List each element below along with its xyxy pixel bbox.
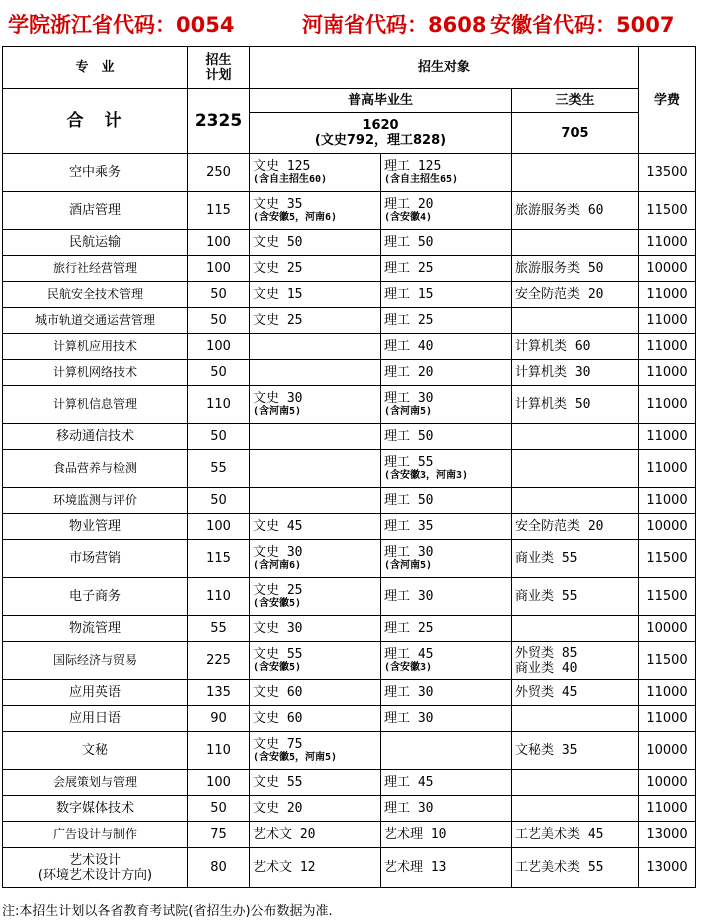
ligong-quota: 理工 30 — [381, 578, 512, 616]
tuition-fee: 11000 — [639, 706, 696, 732]
major-name: 会展策划与管理 — [3, 770, 188, 796]
tuition-fee: 13500 — [639, 154, 696, 192]
ligong-quota: 理工 45 (含安徽3) — [381, 642, 512, 680]
major-name: 城市轨道交通运营管理 — [3, 308, 188, 334]
wenshi-quota: 文史 30 (含河南6) — [250, 540, 381, 578]
third-category-quota: 工艺美术类 45 — [512, 822, 639, 848]
table-row — [3, 578, 696, 616]
ligong-quota: 理工 50 — [381, 230, 512, 256]
target-header: 招生对象 — [250, 47, 639, 89]
third-total: 705 — [512, 113, 639, 154]
table-row — [3, 488, 696, 514]
third-category-quota: 计算机类 50 — [512, 386, 639, 424]
ligong-quota: 理工 25 — [381, 256, 512, 282]
third-category-quota: 外贸类 85 商业类 40 — [512, 642, 639, 680]
footnote: 注:本招生计划以各省教育考试院(省招生办)公布数据为准. — [2, 904, 333, 919]
wenshi-quota: 文史 20 — [250, 796, 381, 822]
plan-count: 110 — [188, 578, 250, 616]
major-name: 环境监测与评价 — [3, 488, 188, 514]
tuition-fee: 11000 — [639, 230, 696, 256]
tuition-fee: 11000 — [639, 360, 696, 386]
header-row-1 — [3, 47, 696, 89]
wenshi-quota: 文史 55 — [250, 770, 381, 796]
wenshi-quota: 文史 35 (含安徽5，河南6) — [250, 192, 381, 230]
wenshi-quota: 文史 25 (含安徽5) — [250, 578, 381, 616]
ligong-quota: 理工 30 — [381, 680, 512, 706]
ligong-quota: 理工 125 (含自主招生65) — [381, 154, 512, 192]
third-category-quota: 计算机类 60 — [512, 334, 639, 360]
plan-header: 招生 计划 — [188, 47, 250, 89]
table-row — [3, 308, 696, 334]
ligong-quota: 理工 45 — [381, 770, 512, 796]
third-category-quota: 安全防范类 20 — [512, 282, 639, 308]
tuition-fee: 10000 — [639, 514, 696, 540]
plan-count: 80 — [188, 848, 250, 888]
table-row — [3, 282, 696, 308]
third-category-quota: 商业类 55 — [512, 578, 639, 616]
tuition-fee: 11000 — [639, 796, 696, 822]
table-row — [3, 642, 696, 680]
table-row — [3, 230, 696, 256]
wenshi-quota: 文史 15 — [250, 282, 381, 308]
third-category-quota: 旅游服务类 50 — [512, 256, 639, 282]
plan-count: 135 — [188, 680, 250, 706]
major-name: 民航运输 — [3, 230, 188, 256]
plan-count: 100 — [188, 256, 250, 282]
plan-count: 225 — [188, 642, 250, 680]
major-name: 广告设计与制作 — [3, 822, 188, 848]
general-total: 1620 (文史792，理工828) — [250, 113, 512, 154]
wenshi-quota: 艺术文 20 — [250, 822, 381, 848]
table-row — [3, 334, 696, 360]
wenshi-quota: 文史 125 (含自主招生60) — [250, 154, 381, 192]
major-name: 酒店管理 — [3, 192, 188, 230]
tuition-fee: 13000 — [639, 822, 696, 848]
third-category-quota: 计算机类 30 — [512, 360, 639, 386]
plan-count: 75 — [188, 822, 250, 848]
plan-count: 50 — [188, 282, 250, 308]
general-graduates-header: 普高毕业生 — [250, 89, 512, 113]
wenshi-quota — [250, 424, 381, 450]
third-category-quota: 安全防范类 20 — [512, 514, 639, 540]
plan-count: 250 — [188, 154, 250, 192]
table-row — [3, 540, 696, 578]
plan-count: 100 — [188, 514, 250, 540]
third-category-header: 三类生 — [512, 89, 639, 113]
tuition-fee: 11000 — [639, 680, 696, 706]
table-row — [3, 616, 696, 642]
header-row-2 — [3, 89, 696, 113]
major-name: 国际经济与贸易 — [3, 642, 188, 680]
ligong-quota: 理工 55 (含安徽3，河南3) — [381, 450, 512, 488]
table-row — [3, 732, 696, 770]
tuition-fee: 11500 — [639, 642, 696, 680]
tuition-fee: 11500 — [639, 578, 696, 616]
major-name: 艺术设计 (环境艺术设计方向) — [3, 848, 188, 888]
ligong-quota: 艺术理 10 — [381, 822, 512, 848]
third-category-quota: 文秘类 35 — [512, 732, 639, 770]
wenshi-quota: 文史 55 (含安徽5) — [250, 642, 381, 680]
major-name: 旅行社经营管理 — [3, 256, 188, 282]
tuition-fee: 11500 — [639, 192, 696, 230]
tuition-fee: 11000 — [639, 282, 696, 308]
major-name: 物业管理 — [3, 514, 188, 540]
plan-count: 100 — [188, 770, 250, 796]
ligong-quota: 理工 30 — [381, 796, 512, 822]
table-row — [3, 680, 696, 706]
total-plan: 2325 — [188, 89, 250, 154]
fee-header: 学费 — [639, 47, 696, 154]
tuition-fee: 10000 — [639, 732, 696, 770]
plan-count: 115 — [188, 192, 250, 230]
ligong-quota: 理工 20 (含安徽4) — [381, 192, 512, 230]
plan-count: 50 — [188, 488, 250, 514]
table-row — [3, 450, 696, 488]
wenshi-quota: 文史 75 (含安徽5，河南5) — [250, 732, 381, 770]
major-name: 民航安全技术管理 — [3, 282, 188, 308]
tuition-fee: 11000 — [639, 334, 696, 360]
wenshi-quota: 文史 25 — [250, 308, 381, 334]
third-category-quota — [512, 154, 639, 192]
tuition-fee: 11000 — [639, 308, 696, 334]
plan-count: 100 — [188, 230, 250, 256]
ligong-quota: 理工 25 — [381, 616, 512, 642]
table-row — [3, 154, 696, 192]
table-row — [3, 822, 696, 848]
third-category-quota — [512, 770, 639, 796]
zhejiang-code: 学院浙江省代码：0054 — [8, 13, 235, 37]
plan-count: 90 — [188, 706, 250, 732]
ligong-quota: 艺术理 13 — [381, 848, 512, 888]
plan-count: 100 — [188, 334, 250, 360]
ligong-quota: 理工 30 (含河南5) — [381, 540, 512, 578]
wenshi-quota: 文史 50 — [250, 230, 381, 256]
third-category-quota — [512, 308, 639, 334]
major-name: 文秘 — [3, 732, 188, 770]
ligong-quota: 理工 50 — [381, 488, 512, 514]
wenshi-quota: 文史 45 — [250, 514, 381, 540]
third-category-quota: 旅游服务类 60 — [512, 192, 639, 230]
ligong-quota: 理工 35 — [381, 514, 512, 540]
table-row — [3, 256, 696, 282]
table-row — [3, 706, 696, 732]
plan-count: 50 — [188, 424, 250, 450]
wenshi-quota: 文史 30 (含河南5) — [250, 386, 381, 424]
ligong-quota: 理工 30 — [381, 706, 512, 732]
table-row — [3, 192, 696, 230]
ligong-quota: 理工 20 — [381, 360, 512, 386]
header-banner — [0, 0, 713, 46]
ligong-quota: 理工 40 — [381, 334, 512, 360]
wenshi-quota — [250, 334, 381, 360]
tuition-fee: 11000 — [639, 450, 696, 488]
third-category-quota — [512, 450, 639, 488]
table-row — [3, 386, 696, 424]
ligong-quota — [381, 732, 512, 770]
ligong-quota: 理工 15 — [381, 282, 512, 308]
tuition-fee: 11000 — [639, 488, 696, 514]
major-name: 应用日语 — [3, 706, 188, 732]
table-row — [3, 796, 696, 822]
major-name: 市场营销 — [3, 540, 188, 578]
enrollment-table — [2, 46, 696, 888]
wenshi-quota: 文史 60 — [250, 706, 381, 732]
tuition-fee: 10000 — [639, 256, 696, 282]
table-row — [3, 360, 696, 386]
wenshi-quota — [250, 360, 381, 386]
henan-code: 河南省代码：8608 — [302, 13, 487, 37]
wenshi-quota — [250, 488, 381, 514]
wenshi-quota: 文史 60 — [250, 680, 381, 706]
ligong-quota: 理工 25 — [381, 308, 512, 334]
plan-count: 110 — [188, 386, 250, 424]
plan-count: 55 — [188, 450, 250, 488]
tuition-fee: 13000 — [639, 848, 696, 888]
total-label: 合 计 — [3, 89, 188, 154]
tuition-fee: 10000 — [639, 616, 696, 642]
major-name: 电子商务 — [3, 578, 188, 616]
tuition-fee: 11000 — [639, 386, 696, 424]
third-category-quota — [512, 424, 639, 450]
anhui-code: 安徽省代码：5007 — [490, 13, 675, 37]
plan-count: 50 — [188, 796, 250, 822]
plan-count: 50 — [188, 308, 250, 334]
major-name: 计算机信息管理 — [3, 386, 188, 424]
table-row — [3, 424, 696, 450]
major-name: 食品营养与检测 — [3, 450, 188, 488]
plan-count: 55 — [188, 616, 250, 642]
wenshi-quota: 文史 30 — [250, 616, 381, 642]
major-header: 专 业 — [3, 47, 188, 89]
major-name: 移动通信技术 — [3, 424, 188, 450]
table-row — [3, 770, 696, 796]
plan-count: 110 — [188, 732, 250, 770]
wenshi-quota: 艺术文 12 — [250, 848, 381, 888]
tuition-fee: 11000 — [639, 424, 696, 450]
third-category-quota: 外贸类 45 — [512, 680, 639, 706]
third-category-quota — [512, 616, 639, 642]
ligong-quota: 理工 50 — [381, 424, 512, 450]
third-category-quota — [512, 488, 639, 514]
table-row — [3, 514, 696, 540]
tuition-fee: 10000 — [639, 770, 696, 796]
major-name: 物流管理 — [3, 616, 188, 642]
wenshi-quota: 文史 25 — [250, 256, 381, 282]
table-row — [3, 848, 696, 888]
major-name: 数字媒体技术 — [3, 796, 188, 822]
tuition-fee: 11500 — [639, 540, 696, 578]
major-name: 应用英语 — [3, 680, 188, 706]
plan-count: 115 — [188, 540, 250, 578]
major-name: 计算机网络技术 — [3, 360, 188, 386]
major-name: 空中乘务 — [3, 154, 188, 192]
third-category-quota: 工艺美术类 55 — [512, 848, 639, 888]
wenshi-quota — [250, 450, 381, 488]
plan-count: 50 — [188, 360, 250, 386]
major-name: 计算机应用技术 — [3, 334, 188, 360]
third-category-quota — [512, 706, 639, 732]
third-category-quota — [512, 796, 639, 822]
third-category-quota: 商业类 55 — [512, 540, 639, 578]
ligong-quota: 理工 30 (含河南5) — [381, 386, 512, 424]
third-category-quota — [512, 230, 639, 256]
